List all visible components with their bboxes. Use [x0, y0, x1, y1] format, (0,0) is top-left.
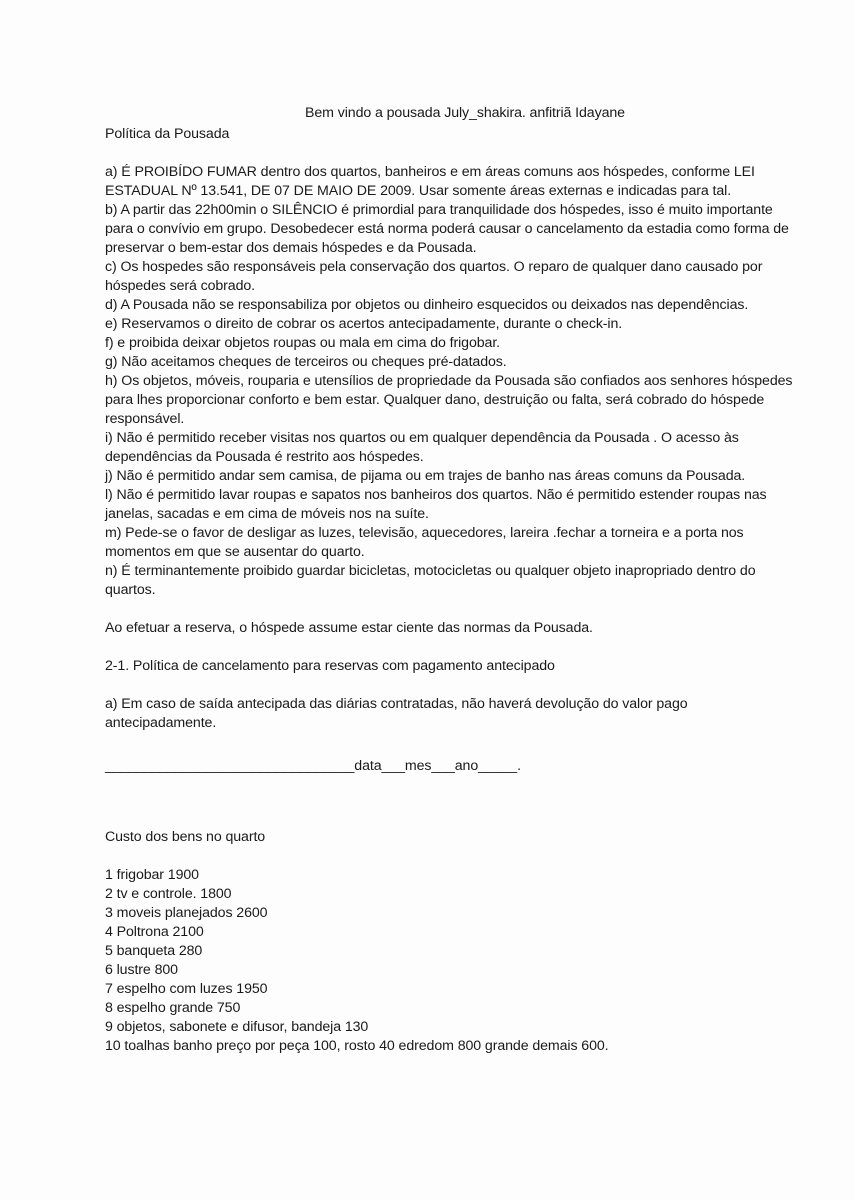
- cost-item: 3 moveis planejados 2600: [105, 905, 268, 921]
- rule-item: h) Os objetos, móveis, rouparia e utensílios de propriedade da Pousada são confiados aos senhores hóspedes para lhes proporcionar conforto e bem estar. Qualquer dano, destruição ou falta, será cobrado do hóspede responsável.: [105, 373, 793, 427]
- rule-item: n) É terminantemente proibido guardar bicicletas, motocicletas ou qualquer objeto inapropriado dentro do quartos.: [105, 563, 756, 598]
- policy-heading: Política da Pousada: [105, 126, 230, 142]
- rule-item: l) Não é permitido lavar roupas e sapatos nos banheiros dos quartos. Não é permitido estender roupas nas janelas, sacadas e em cima de móveis nos na suíte.: [105, 487, 767, 522]
- rule-item: e) Reservamos o direito de cobrar os acertos antecipadamente, durante o check-in.: [105, 316, 623, 332]
- rule-item: a) É PROIBÍDO FUMAR dentro dos quartos, banheiros e em áreas comuns aos hóspedes, conforme LEI ESTADUAL Nº 13.541, DE 07 DE MAIO DE 2009. Usar somente áreas externas e indicadas para tal.: [105, 164, 755, 199]
- cancellation-rule: a) Em caso de saída antecipada das diárias contratadas, não haverá devolução do valor pago antecipadamente.: [105, 696, 688, 731]
- cost-item: 9 objetos, sabonete e difusor, bandeja 130: [105, 1019, 369, 1035]
- cancellation-title: 2-1. Política de cancelamento para reservas com pagamento antecipado: [105, 658, 555, 674]
- costs-list: [105, 866, 795, 1056]
- rule-item: m) Pede-se o favor de desligar as luzes, televisão, aquecedores, lareira .fechar a torneira e a porta nos momentos em que se ausentar do quarto.: [105, 525, 744, 560]
- cost-item: 2 tv e controle. 1800: [105, 886, 232, 902]
- cost-item: 6 lustre 800: [105, 962, 178, 978]
- rule-item: b) A partir das 22h00min o SILÊNCIO é primordial para tranquilidade dos hóspedes, isso é muito importante para o convívio em grupo. Desobedecer está norma poderá causar o cancelamento da estadia como forma de preservar o bem-estar dos demais hóspedes e da Pousada.: [105, 202, 789, 256]
- rule-item: i) Não é permitido receber visitas nos quartos ou em qualquer dependência da Pousada . O acesso às dependências da Pousada é restrito aos hóspedes.: [105, 430, 739, 465]
- acknowledgement-text: Ao efetuar a reserva, o hóspede assume estar ciente das normas da Pousada.: [105, 620, 593, 636]
- document-title: Bem vindo a pousada July_shakira. anfitriã Idayane: [305, 105, 625, 121]
- rule-item: c) Os hospedes são responsáveis pela conservação dos quartos. O reparo de qualquer dano causado por hóspedes será cobrado.: [105, 259, 763, 294]
- costs-title: Custo dos bens no quarto: [105, 829, 266, 845]
- rule-item: g) Não aceitamos cheques de terceiros ou cheques pré-datados.: [105, 354, 507, 370]
- signature-line: ________________________________data___mes___ano_____.: [105, 758, 521, 774]
- cost-item: 5 banqueta 280: [105, 943, 203, 959]
- cost-item: 8 espelho grande 750: [105, 1000, 241, 1016]
- rule-item: j) Não é permitido andar sem camisa, de pijama ou em trajes de banho nas áreas comuns da Pousada.: [105, 468, 746, 484]
- rules-list: [105, 163, 795, 600]
- cost-item: 1 frigobar 1900: [105, 867, 199, 883]
- cost-item: 4 Poltrona 2100: [105, 924, 204, 940]
- cost-item: 7 espelho com luzes 1950: [105, 981, 268, 997]
- cost-item: 10 toalhas banho preço por peça 100, rosto 40 edredom 800 grande demais 600.: [105, 1038, 609, 1054]
- rule-item: d) A Pousada não se responsabiliza por objetos ou dinheiro esquecidos ou deixados nas dependências.: [105, 297, 749, 313]
- rule-item: f) e proibida deixar objetos roupas ou mala em cima do frigobar.: [105, 335, 501, 351]
